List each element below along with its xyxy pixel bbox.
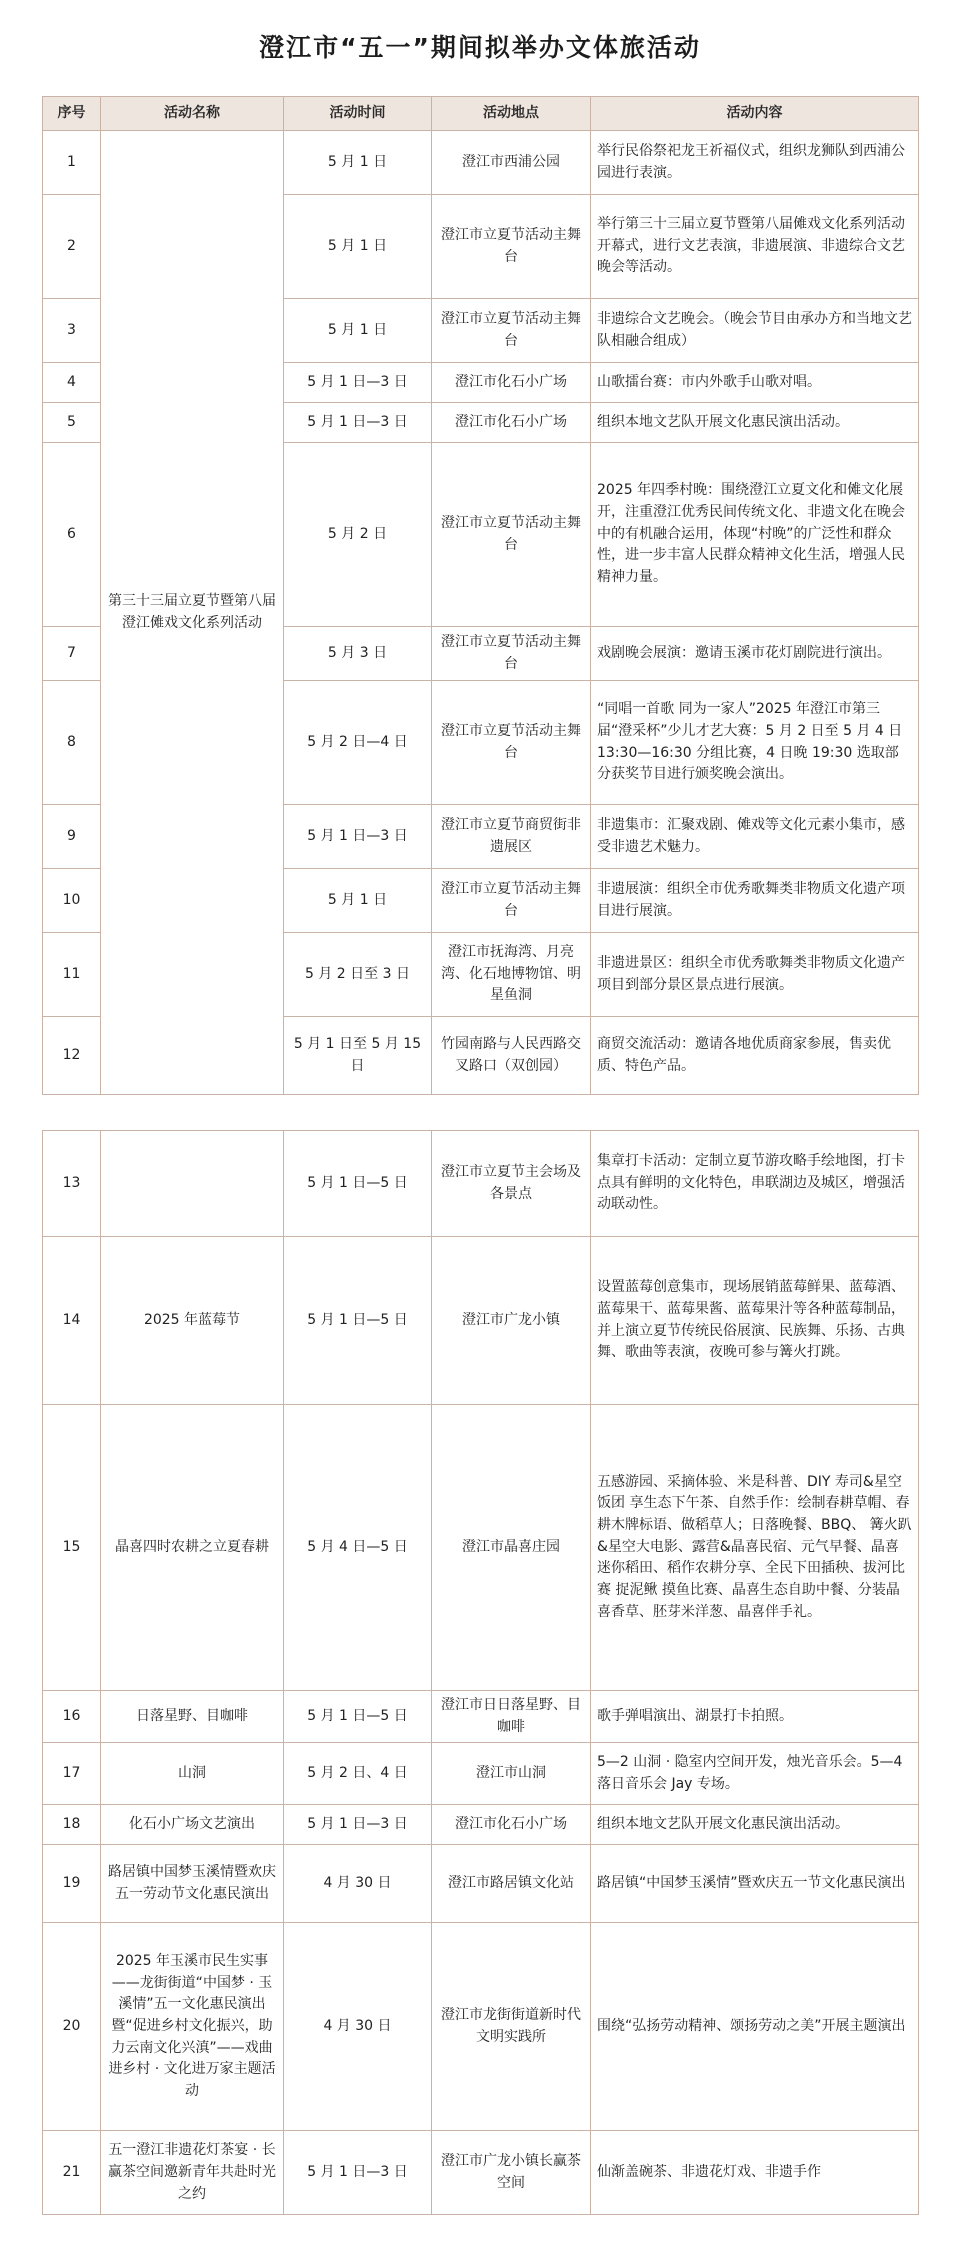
row-name: 山洞: [101, 1743, 284, 1805]
table-row: [43, 1405, 919, 1691]
row-place: 澄江市化石小广场: [432, 1805, 591, 1845]
row-content: 非遗集市：汇聚戏剧、傩戏等文化元素小集市，感受非遗艺术魅力。: [591, 805, 919, 869]
row-place: 澄江市立夏节活动主舞台: [432, 627, 591, 681]
row-time: 5 月 1 日—5 日: [284, 1237, 432, 1405]
header-no: 序号: [43, 97, 101, 131]
row-time: 5 月 2 日: [284, 443, 432, 627]
row-content: 设置蓝莓创意集市，现场展销蓝莓鲜果、蓝莓酒、蓝莓果干、蓝莓果酱、蓝莓果汁等各种蓝莓制品，并上演立夏节传统民俗展演、民族舞、乐扬、古典舞、歌曲等表演，夜晚可参与篝火打跳。: [591, 1237, 919, 1405]
table-row: [43, 1923, 919, 2131]
activities-table-part2: [42, 1130, 919, 2215]
row-time: 5 月 1 日—3 日: [284, 403, 432, 443]
row-name: 化石小广场文艺演出: [101, 1805, 284, 1845]
row-name: 晶喜四时农耕之立夏春耕: [101, 1405, 284, 1691]
row-no: 13: [43, 1131, 101, 1237]
row-content: 2025 年四季村晚：围绕澄江立夏文化和傩文化展开，注重澄江优秀民间传统文化、非遗文化在晚会中的有机融合运用，体现“村晚”的广泛性和群众性，进一步丰富人民群众精神文化生活，增强人民精神力量。: [591, 443, 919, 627]
table-row: [43, 131, 919, 195]
row-no: 19: [43, 1845, 101, 1923]
row-content: 歌手弹唱演出、湖景打卡拍照。: [591, 1691, 919, 1743]
table-row: [43, 1131, 919, 1237]
row-time: 5 月 1 日: [284, 195, 432, 299]
row-place: 澄江市山洞: [432, 1743, 591, 1805]
row-place: 澄江市立夏节活动主舞台: [432, 195, 591, 299]
row-content: 举行民俗祭祀龙王祈福仪式，组织龙狮队到西浦公园进行表演。: [591, 131, 919, 195]
row-content: 集章打卡活动：定制立夏节游攻略手绘地图，打卡点具有鲜明的文化特色，串联湖边及城区，增强活动联动性。: [591, 1131, 919, 1237]
row-name: 2025 年玉溪市民生实事——龙街街道“中国梦 · 玉溪情”五一文化惠民演出暨“促进乡村文化振兴，助力云南文化兴滇”——戏曲进乡村 · 文化进万家主题活动: [101, 1923, 284, 2131]
table-row: [43, 1805, 919, 1845]
row-name: 日落星野、目咖啡: [101, 1691, 284, 1743]
row-time: 5 月 3 日: [284, 627, 432, 681]
row-no: 1: [43, 131, 101, 195]
row-time: 5 月 1 日—3 日: [284, 1805, 432, 1845]
row-content: 非遗综合文艺晚会。（晚会节目由承办方和当地文艺队相融合组成）: [591, 299, 919, 363]
row-place: 澄江市立夏节活动主舞台: [432, 299, 591, 363]
activities-table-part1: [42, 96, 919, 1095]
row-place: 澄江市立夏节主会场及各景点: [432, 1131, 591, 1237]
page-title: 澄江市“五一”期间拟举办文体旅活动: [259, 33, 701, 62]
row-no: 16: [43, 1691, 101, 1743]
row-place: 竹园南路与人民西路交叉路口（双创园）: [432, 1017, 591, 1095]
row-time: 4 月 30 日: [284, 1845, 432, 1923]
row-no: 6: [43, 443, 101, 627]
row-content: “同唱一首歌 同为一家人”2025 年澄江市第三届“澄采杯”少儿才艺大赛：5 月 2 日至 5 月 4 日 13:30—16:30 分组比赛，4 日晚 19:30 选取部分获奖节目进行颁奖晚会演出。: [591, 681, 919, 805]
row-time: 5 月 4 日—5 日: [284, 1405, 432, 1691]
row-content: 组织本地文艺队开展文化惠民演出活动。: [591, 1805, 919, 1845]
row-content: 非遗进景区：组织全市优秀歌舞类非物质文化遗产项目到部分景区景点进行展演。: [591, 933, 919, 1017]
row-time: 5 月 1 日—5 日: [284, 1691, 432, 1743]
table-row: [43, 2131, 919, 2215]
row-content: 非遗展演：组织全市优秀歌舞类非物质文化遗产项目进行展演。: [591, 869, 919, 933]
header-time: 活动时间: [284, 97, 432, 131]
row-content: 路居镇“中国梦玉溪情”暨欢庆五一节文化惠民演出: [591, 1845, 919, 1923]
row-content: 仙渐盖碗茶、非遗花灯戏、非遗手作: [591, 2131, 919, 2215]
row-place: 澄江市晶喜庄园: [432, 1405, 591, 1691]
row-no: 8: [43, 681, 101, 805]
table-row: [43, 1237, 919, 1405]
row-no: 5: [43, 403, 101, 443]
table-header-row: [43, 97, 919, 131]
row-content: 五感游园、采摘体验、米是科普、DIY 寿司&星空饭团 享生态下午茶、自然手作：绘制春耕草帽、春耕木牌标语、做稻草人；日落晚餐、BBQ、 篝火趴&星空大电影、露营&晶喜民宿、元气早餐、晶喜迷你稻田、稻作农耕分享、全民下田插秧、拔河比赛 捉泥鳅 摸鱼比赛、晶喜生态自助中餐、分装晶喜香草、胚芽米洋葱、晶喜伴手礼。: [591, 1405, 919, 1691]
row-no: 21: [43, 2131, 101, 2215]
row-place: 澄江市化石小广场: [432, 403, 591, 443]
table-row: [43, 1845, 919, 1923]
row-time: 5 月 1 日—3 日: [284, 805, 432, 869]
row-no: 18: [43, 1805, 101, 1845]
row-no: 3: [43, 299, 101, 363]
row-time: 5 月 1 日: [284, 131, 432, 195]
row-no: 17: [43, 1743, 101, 1805]
row-no: 7: [43, 627, 101, 681]
row-time: 5 月 1 日: [284, 299, 432, 363]
row-time: 5 月 1 日至 5 月 15 日: [284, 1017, 432, 1095]
row-place: 澄江市立夏节商贸街非遗展区: [432, 805, 591, 869]
row-time: 5 月 1 日—3 日: [284, 2131, 432, 2215]
table-row: [43, 1743, 919, 1805]
row-name: 五一澄江非遗花灯茶宴 · 长赢茶空间邀新青年共赴时光之约: [101, 2131, 284, 2215]
row-place: 澄江市日日落星野、目咖啡: [432, 1691, 591, 1743]
row-content: 举行第三十三届立夏节暨第八届傩戏文化系列活动开幕式，进行文艺表演，非遗展演、非遗综合文艺晚会等活动。: [591, 195, 919, 299]
row-place: 澄江市广龙小镇: [432, 1237, 591, 1405]
row-no: 9: [43, 805, 101, 869]
row-no: 10: [43, 869, 101, 933]
row-content: 围绕“弘扬劳动精神、颂扬劳动之美”开展主题演出: [591, 1923, 919, 2131]
row-place: 澄江市龙街街道新时代文明实践所: [432, 1923, 591, 2131]
row-content: 山歌擂台赛：市内外歌手山歌对唱。: [591, 363, 919, 403]
header-name: 活动名称: [101, 97, 284, 131]
row-place: 澄江市广龙小镇长赢茶空间: [432, 2131, 591, 2215]
row-place: 澄江市化石小广场: [432, 363, 591, 403]
row-name: 2025 年蓝莓节: [101, 1237, 284, 1405]
row-no: 2: [43, 195, 101, 299]
header-content: 活动内容: [591, 97, 919, 131]
table-row: [43, 1691, 919, 1743]
group-activity-name: 第三十三届立夏节暨第八届澄江傩戏文化系列活动: [101, 131, 284, 1095]
row-time: 5 月 2 日、4 日: [284, 1743, 432, 1805]
row-time: 4 月 30 日: [284, 1923, 432, 2131]
row-place: 澄江市立夏节活动主舞台: [432, 869, 591, 933]
row-time: 5 月 2 日至 3 日: [284, 933, 432, 1017]
row-time: 5 月 2 日—4 日: [284, 681, 432, 805]
row-name: [101, 1131, 284, 1237]
row-place: 澄江市抚海湾、月亮湾、化石地博物馆、明星鱼洞: [432, 933, 591, 1017]
row-place: 澄江市立夏节活动主舞台: [432, 681, 591, 805]
row-content: 5—2 山洞 · 隐室内空间开发，烛光音乐会。5—4 落日音乐会 Jay 专场。: [591, 1743, 919, 1805]
row-time: 5 月 1 日—5 日: [284, 1131, 432, 1237]
row-place: 澄江市路居镇文化站: [432, 1845, 591, 1923]
row-no: 12: [43, 1017, 101, 1095]
row-content: 商贸交流活动：邀请各地优质商家参展，售卖优质、特色产品。: [591, 1017, 919, 1095]
header-place: 活动地点: [432, 97, 591, 131]
row-no: 11: [43, 933, 101, 1017]
row-no: 4: [43, 363, 101, 403]
row-name: 路居镇中国梦玉溪情暨欢庆五一劳动节文化惠民演出: [101, 1845, 284, 1923]
row-place: 澄江市立夏节活动主舞台: [432, 443, 591, 627]
row-content: 组织本地文艺队开展文化惠民演出活动。: [591, 403, 919, 443]
row-place: 澄江市西浦公园: [432, 131, 591, 195]
row-no: 20: [43, 1923, 101, 2131]
row-no: 14: [43, 1237, 101, 1405]
row-time: 5 月 1 日: [284, 869, 432, 933]
row-time: 5 月 1 日—3 日: [284, 363, 432, 403]
row-no: 15: [43, 1405, 101, 1691]
row-content: 戏剧晚会展演：邀请玉溪市花灯剧院进行演出。: [591, 627, 919, 681]
